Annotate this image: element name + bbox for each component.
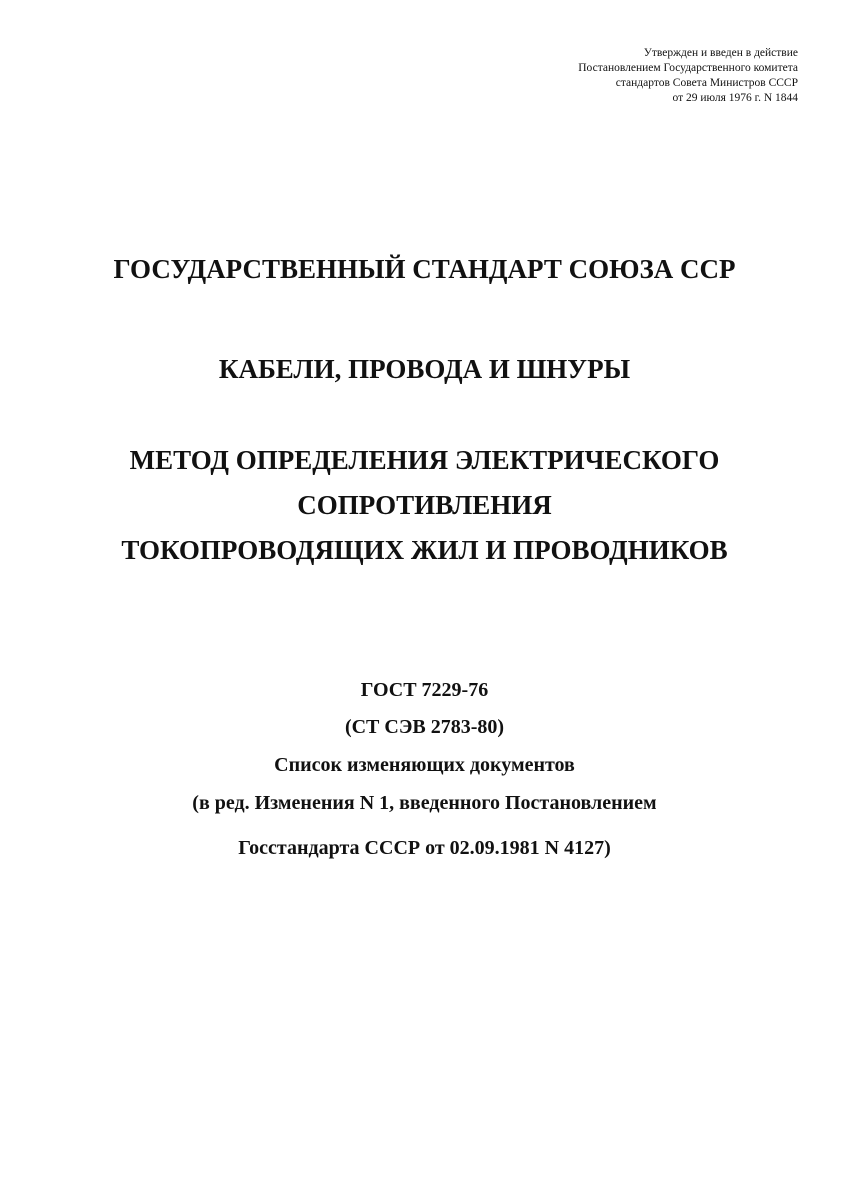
method-heading — [0, 438, 849, 573]
method-heading-line-3: ТОКОПРОВОДЯЩИХ ЖИЛ И ПРОВОДНИКОВ — [121, 535, 728, 565]
approval-line-4: от 29 июля 1976 г. N 1844 — [672, 92, 798, 104]
state-standard-heading: ГОСУДАРСТВЕННЫЙ СТАНДАРТ СОЮЗА ССР — [113, 254, 736, 284]
approval-block — [438, 46, 798, 106]
st-sev-number: (СТ СЭВ 2783-80) — [344, 716, 505, 738]
changes-line-1: (в ред. Изменения N 1, введенного Постановлением — [192, 792, 657, 814]
method-heading-line-1: МЕТОД ОПРЕДЕЛЕНИЯ ЭЛЕКТРИЧЕСКОГО — [129, 445, 720, 475]
changes-heading: Список изменяющих документов — [274, 754, 575, 776]
changes-line-2: Госстандарта СССР от 02.09.1981 N 4127) — [238, 837, 611, 859]
method-heading-line-2: СОПРОТИВЛЕНИЯ — [297, 490, 552, 520]
document-info — [0, 672, 849, 866]
approval-line-2: Постановлением Государственного комитета — [578, 62, 798, 74]
subject-heading: КАБЕЛИ, ПРОВОДА И ШНУРЫ — [218, 354, 631, 384]
gost-number: ГОСТ 7229-76 — [360, 679, 489, 701]
approval-line-3: стандартов Совета Министров СССР — [615, 77, 798, 89]
approval-line-1: Утвержден и введен в действие — [643, 47, 798, 59]
